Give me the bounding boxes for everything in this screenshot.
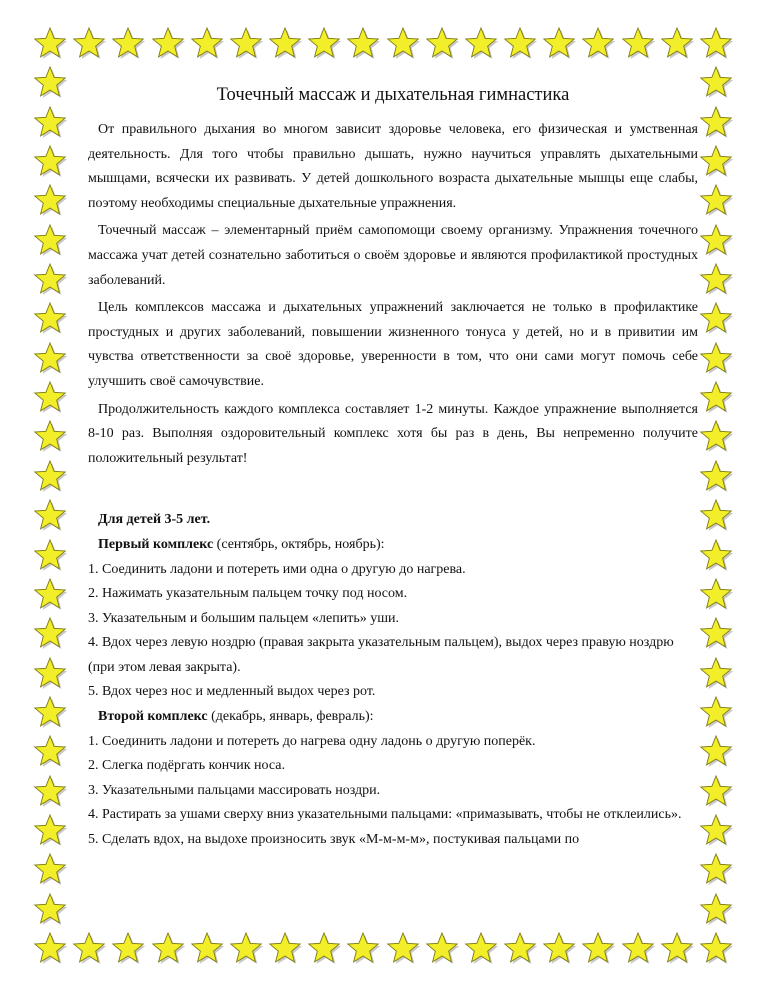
star-icon (580, 931, 616, 967)
star-icon (698, 577, 734, 613)
star-icon (32, 26, 68, 62)
list-item: 3. Указательным и большим пальцем «лепить» уши. (88, 610, 399, 626)
star-icon (698, 774, 734, 810)
star-icon (32, 931, 68, 967)
star-icon (698, 419, 734, 455)
star-icon (698, 301, 734, 337)
star-icon (32, 144, 68, 180)
star-icon (698, 262, 734, 298)
star-icon (698, 144, 734, 180)
star-icon (32, 892, 68, 928)
star-icon (424, 26, 460, 62)
star-icon (541, 931, 577, 967)
complex2-heading (88, 705, 698, 730)
star-icon (698, 223, 734, 259)
star-icon (659, 26, 695, 62)
star-icon (189, 26, 225, 62)
star-icon (385, 26, 421, 62)
star-icon (32, 656, 68, 692)
complex2-months: (декабрь, январь, февраль): (207, 709, 374, 725)
list-item: 4. Растирать за ушами сверху вниз указательными пальцами: «примазывать, чтобы не отклеились». (88, 807, 682, 823)
star-icon (698, 852, 734, 888)
star-icon (150, 931, 186, 967)
star-icon (345, 931, 381, 967)
list-item: 1. Соединить ладони и потереть до нагрева одну ладонь о другую поперёк. (88, 733, 536, 749)
star-icon (110, 931, 146, 967)
star-icon (502, 931, 538, 967)
star-icon (306, 26, 342, 62)
star-icon (267, 931, 303, 967)
complex1-heading (88, 533, 698, 558)
star-icon (32, 616, 68, 652)
star-icon (32, 498, 68, 534)
star-icon (32, 262, 68, 298)
star-icon (502, 26, 538, 62)
star-icon (659, 931, 695, 967)
spacer (88, 474, 698, 508)
star-icon (698, 695, 734, 731)
star-icon (698, 538, 734, 574)
star-icon (580, 26, 616, 62)
star-icon (32, 852, 68, 888)
list-item: 4. Вдох через левую ноздрю (правая закрыта указательным пальцем), выдох через правую ноздрю (при этом левая закрыта). (88, 635, 674, 675)
star-icon (228, 931, 264, 967)
star-icon (32, 774, 68, 810)
paragraph-goal: Цель комплексов массажа и дыхательных упражнений заключается не только в профилактике простудных и других заболеваний, повышении жизненного тонуса у детей, но и в привитии им чувства ответственности за своё здоровье, уверенности в том, что они сами могут помочь себе улучшить своё самочувствие. (88, 300, 698, 389)
paragraph-duration: Продолжительность каждого комплекса составляет 1-2 минуты. Каждое упражнение выполняется 8-10 раз. Выполняя оздоровительный комплекс хотя бы раз в день, Вы непременно получите положительный результат! (88, 401, 698, 466)
star-icon (150, 26, 186, 62)
star-icon (620, 931, 656, 967)
star-icon (698, 380, 734, 416)
list-item: 2. Нажимать указательным пальцем точку под носом. (88, 586, 408, 602)
star-icon (32, 301, 68, 337)
star-icon (71, 26, 107, 62)
star-icon (620, 26, 656, 62)
star-icon (463, 26, 499, 62)
list-item: 5. Сделать вдох, на выдохе произносить звук «М-м-м-м», постукивая пальцами по (88, 832, 580, 848)
complex1-months: (сентябрь, октябрь, ноябрь): (213, 536, 385, 552)
star-icon (698, 656, 734, 692)
star-icon (698, 616, 734, 652)
star-icon (32, 419, 68, 455)
star-icon (32, 183, 68, 219)
star-icon (32, 577, 68, 613)
complex2-title: Второй комплекс (98, 709, 208, 725)
star-icon (541, 26, 577, 62)
complex1-title: Первый комплекс (98, 536, 214, 552)
star-icon (698, 26, 734, 62)
star-icon (71, 931, 107, 967)
star-icon (345, 26, 381, 62)
list-item: 3. Указательными пальцами массировать ноздри. (88, 782, 381, 798)
star-icon (306, 931, 342, 967)
document-body (88, 80, 698, 853)
star-icon (32, 734, 68, 770)
star-icon (698, 459, 734, 495)
star-icon (267, 26, 303, 62)
star-icon (32, 341, 68, 377)
star-icon (698, 931, 734, 967)
page-title: Точечный массаж и дыхательная гимнастика (216, 85, 570, 105)
age-heading: Для детей 3-5 лет. (98, 512, 211, 528)
star-icon (698, 183, 734, 219)
star-icon (110, 26, 146, 62)
star-icon (32, 459, 68, 495)
star-icon (698, 498, 734, 534)
list-item: 1. Соединить ладони и потереть ими одна о другую до нагрева. (88, 561, 466, 577)
paragraph-massage: Точечный массаж – элементарный приём самопомощи своему организму. Упражнения точечного массажа учат детей сознательно заботиться о своём здоровье и являются профилактикой простудных заболеваний. (88, 223, 698, 288)
star-icon (698, 892, 734, 928)
star-icon (32, 223, 68, 259)
star-icon (32, 105, 68, 141)
star-icon (463, 931, 499, 967)
star-icon (32, 695, 68, 731)
paragraph-breathing: От правильного дыхания во многом зависит здоровье человека, его физическая и умственная деятельность. Для того чтобы правильно дышать, нужно научиться управлять дыхательными мышцами, всячески их развивать. У детей дошкольного возраста дыхательные мышцы еще слабы, поэтому необходимы специальные дыхательные упражнения. (88, 122, 698, 211)
star-icon (32, 538, 68, 574)
star-icon (189, 931, 225, 967)
list-item: 5. Вдох через нос и медленный выдох через рот. (88, 684, 376, 700)
star-icon (228, 26, 264, 62)
list-item: 2. Слегка подёргать кончик носа. (88, 758, 285, 774)
star-icon (698, 65, 734, 101)
star-icon (698, 813, 734, 849)
star-icon (698, 105, 734, 141)
star-icon (32, 813, 68, 849)
star-icon (698, 734, 734, 770)
star-icon (32, 65, 68, 101)
star-icon (424, 931, 460, 967)
star-icon (698, 341, 734, 377)
star-icon (32, 380, 68, 416)
star-icon (385, 931, 421, 967)
